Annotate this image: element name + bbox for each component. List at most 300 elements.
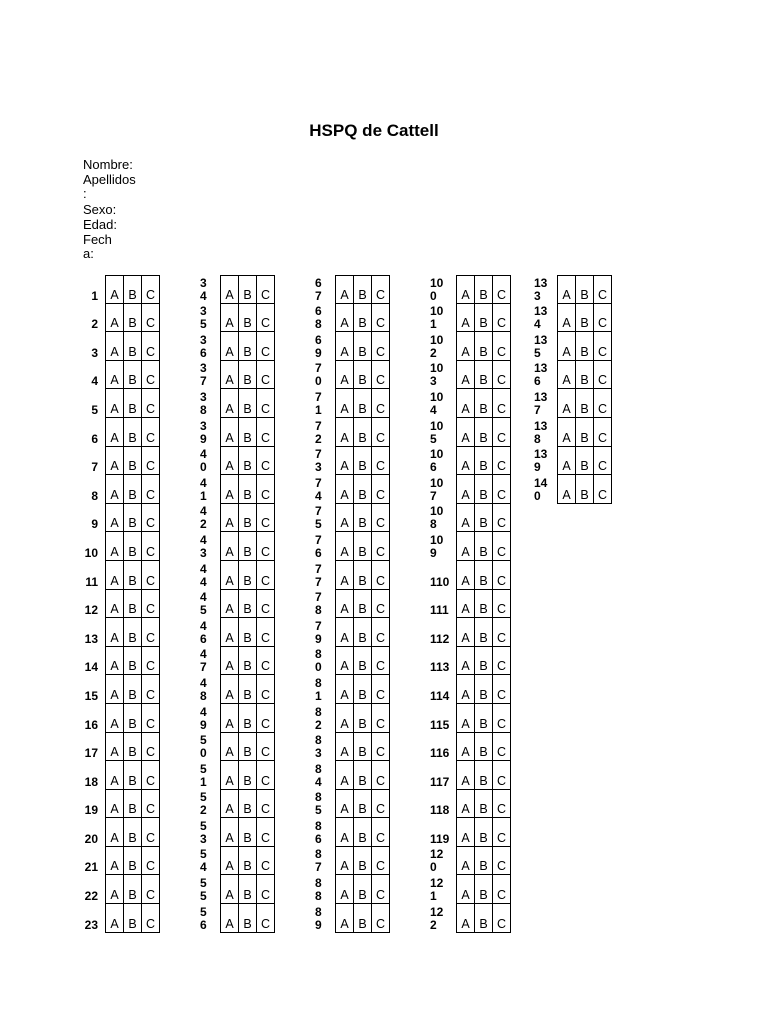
option-c-cell[interactable]: C bbox=[142, 561, 160, 590]
option-c-cell[interactable]: C bbox=[493, 847, 511, 876]
option-c-cell[interactable]: C bbox=[372, 561, 390, 590]
option-c-cell[interactable]: C bbox=[493, 675, 511, 704]
option-b-cell[interactable]: B bbox=[475, 904, 493, 933]
option-c-cell[interactable]: C bbox=[257, 275, 275, 304]
option-b-cell[interactable]: B bbox=[354, 389, 372, 418]
option-b-cell[interactable]: B bbox=[124, 561, 142, 590]
option-c-cell[interactable]: C bbox=[142, 904, 160, 933]
option-a-cell[interactable]: A bbox=[336, 790, 354, 819]
option-b-cell[interactable]: B bbox=[475, 275, 493, 304]
option-c-cell[interactable]: C bbox=[594, 418, 612, 447]
option-b-cell[interactable]: B bbox=[124, 647, 142, 676]
option-a-cell[interactable]: A bbox=[457, 532, 475, 561]
option-b-cell[interactable]: B bbox=[475, 647, 493, 676]
option-b-cell[interactable]: B bbox=[124, 275, 142, 304]
option-a-cell[interactable]: A bbox=[221, 475, 239, 504]
option-a-cell[interactable]: A bbox=[336, 761, 354, 790]
option-b-cell[interactable]: B bbox=[354, 304, 372, 333]
option-b-cell[interactable]: B bbox=[576, 361, 594, 390]
option-c-cell[interactable]: C bbox=[142, 818, 160, 847]
option-c-cell[interactable]: C bbox=[493, 590, 511, 619]
option-b-cell[interactable]: B bbox=[475, 733, 493, 762]
option-b-cell[interactable]: B bbox=[239, 504, 257, 533]
option-a-cell[interactable]: A bbox=[457, 647, 475, 676]
option-c-cell[interactable]: C bbox=[372, 675, 390, 704]
option-b-cell[interactable]: B bbox=[354, 733, 372, 762]
option-b-cell[interactable]: B bbox=[475, 418, 493, 447]
option-b-cell[interactable]: B bbox=[354, 790, 372, 819]
option-a-cell[interactable]: A bbox=[336, 447, 354, 476]
option-b-cell[interactable]: B bbox=[124, 761, 142, 790]
option-c-cell[interactable]: C bbox=[493, 332, 511, 361]
option-b-cell[interactable]: B bbox=[354, 647, 372, 676]
option-c-cell[interactable]: C bbox=[142, 847, 160, 876]
option-a-cell[interactable]: A bbox=[221, 761, 239, 790]
option-a-cell[interactable]: A bbox=[221, 561, 239, 590]
option-a-cell[interactable]: A bbox=[336, 904, 354, 933]
option-b-cell[interactable]: B bbox=[239, 647, 257, 676]
option-b-cell[interactable]: B bbox=[239, 675, 257, 704]
option-a-cell[interactable]: A bbox=[336, 647, 354, 676]
option-c-cell[interactable]: C bbox=[142, 733, 160, 762]
option-c-cell[interactable]: C bbox=[493, 504, 511, 533]
option-a-cell[interactable]: A bbox=[221, 504, 239, 533]
option-a-cell[interactable]: A bbox=[457, 904, 475, 933]
option-c-cell[interactable]: C bbox=[493, 647, 511, 676]
option-c-cell[interactable]: C bbox=[257, 904, 275, 933]
option-c-cell[interactable]: C bbox=[493, 361, 511, 390]
option-c-cell[interactable]: C bbox=[493, 418, 511, 447]
option-c-cell[interactable]: C bbox=[493, 875, 511, 904]
option-a-cell[interactable]: A bbox=[457, 447, 475, 476]
option-c-cell[interactable]: C bbox=[142, 332, 160, 361]
option-c-cell[interactable]: C bbox=[372, 275, 390, 304]
option-a-cell[interactable]: A bbox=[106, 875, 124, 904]
option-a-cell[interactable]: A bbox=[457, 875, 475, 904]
option-a-cell[interactable]: A bbox=[106, 447, 124, 476]
option-c-cell[interactable]: C bbox=[372, 647, 390, 676]
option-c-cell[interactable]: C bbox=[372, 761, 390, 790]
option-b-cell[interactable]: B bbox=[354, 675, 372, 704]
option-b-cell[interactable]: B bbox=[475, 618, 493, 647]
option-a-cell[interactable]: A bbox=[457, 475, 475, 504]
option-c-cell[interactable]: C bbox=[142, 504, 160, 533]
option-b-cell[interactable]: B bbox=[475, 332, 493, 361]
option-b-cell[interactable]: B bbox=[124, 447, 142, 476]
option-c-cell[interactable]: C bbox=[142, 447, 160, 476]
option-a-cell[interactable]: A bbox=[221, 532, 239, 561]
option-b-cell[interactable]: B bbox=[239, 590, 257, 619]
option-c-cell[interactable]: C bbox=[493, 532, 511, 561]
option-c-cell[interactable]: C bbox=[142, 275, 160, 304]
option-c-cell[interactable]: C bbox=[257, 304, 275, 333]
option-b-cell[interactable]: B bbox=[354, 475, 372, 504]
option-b-cell[interactable]: B bbox=[475, 704, 493, 733]
option-a-cell[interactable]: A bbox=[457, 590, 475, 619]
option-a-cell[interactable]: A bbox=[336, 475, 354, 504]
option-c-cell[interactable]: C bbox=[372, 332, 390, 361]
option-a-cell[interactable]: A bbox=[558, 418, 576, 447]
option-a-cell[interactable]: A bbox=[336, 818, 354, 847]
option-b-cell[interactable]: B bbox=[475, 361, 493, 390]
option-a-cell[interactable]: A bbox=[221, 790, 239, 819]
option-a-cell[interactable]: A bbox=[221, 875, 239, 904]
option-c-cell[interactable]: C bbox=[142, 418, 160, 447]
option-a-cell[interactable]: A bbox=[336, 418, 354, 447]
option-a-cell[interactable]: A bbox=[457, 304, 475, 333]
option-a-cell[interactable]: A bbox=[106, 790, 124, 819]
option-c-cell[interactable]: C bbox=[372, 590, 390, 619]
option-b-cell[interactable]: B bbox=[576, 275, 594, 304]
option-b-cell[interactable]: B bbox=[124, 675, 142, 704]
option-b-cell[interactable]: B bbox=[239, 389, 257, 418]
option-c-cell[interactable]: C bbox=[594, 332, 612, 361]
option-b-cell[interactable]: B bbox=[124, 504, 142, 533]
option-b-cell[interactable]: B bbox=[475, 475, 493, 504]
option-b-cell[interactable]: B bbox=[475, 761, 493, 790]
option-a-cell[interactable]: A bbox=[221, 332, 239, 361]
option-b-cell[interactable]: B bbox=[475, 304, 493, 333]
option-a-cell[interactable]: A bbox=[106, 904, 124, 933]
option-b-cell[interactable]: B bbox=[124, 704, 142, 733]
option-a-cell[interactable]: A bbox=[221, 818, 239, 847]
option-c-cell[interactable]: C bbox=[372, 790, 390, 819]
option-a-cell[interactable]: A bbox=[457, 704, 475, 733]
option-c-cell[interactable]: C bbox=[142, 532, 160, 561]
option-a-cell[interactable]: A bbox=[558, 304, 576, 333]
option-b-cell[interactable]: B bbox=[239, 704, 257, 733]
option-b-cell[interactable]: B bbox=[124, 875, 142, 904]
option-b-cell[interactable]: B bbox=[354, 532, 372, 561]
option-c-cell[interactable]: C bbox=[493, 761, 511, 790]
option-a-cell[interactable]: A bbox=[106, 418, 124, 447]
option-a-cell[interactable]: A bbox=[336, 304, 354, 333]
option-c-cell[interactable]: C bbox=[257, 561, 275, 590]
option-b-cell[interactable]: B bbox=[354, 761, 372, 790]
option-b-cell[interactable]: B bbox=[124, 818, 142, 847]
option-a-cell[interactable]: A bbox=[106, 389, 124, 418]
option-b-cell[interactable]: B bbox=[239, 332, 257, 361]
option-c-cell[interactable]: C bbox=[493, 790, 511, 819]
option-a-cell[interactable]: A bbox=[558, 475, 576, 504]
option-a-cell[interactable]: A bbox=[221, 847, 239, 876]
option-a-cell[interactable]: A bbox=[221, 275, 239, 304]
option-b-cell[interactable]: B bbox=[124, 332, 142, 361]
option-b-cell[interactable]: B bbox=[239, 561, 257, 590]
option-c-cell[interactable]: C bbox=[493, 704, 511, 733]
option-c-cell[interactable]: C bbox=[594, 275, 612, 304]
option-b-cell[interactable]: B bbox=[124, 475, 142, 504]
option-b-cell[interactable]: B bbox=[475, 389, 493, 418]
option-b-cell[interactable]: B bbox=[239, 618, 257, 647]
option-c-cell[interactable]: C bbox=[257, 361, 275, 390]
option-b-cell[interactable]: B bbox=[354, 904, 372, 933]
option-b-cell[interactable]: B bbox=[354, 447, 372, 476]
option-a-cell[interactable]: A bbox=[221, 590, 239, 619]
option-b-cell[interactable]: B bbox=[239, 790, 257, 819]
option-b-cell[interactable]: B bbox=[475, 504, 493, 533]
option-b-cell[interactable]: B bbox=[354, 590, 372, 619]
option-a-cell[interactable]: A bbox=[106, 847, 124, 876]
option-b-cell[interactable]: B bbox=[124, 618, 142, 647]
option-c-cell[interactable]: C bbox=[257, 332, 275, 361]
option-c-cell[interactable]: C bbox=[372, 475, 390, 504]
option-a-cell[interactable]: A bbox=[457, 818, 475, 847]
option-c-cell[interactable]: C bbox=[372, 447, 390, 476]
option-c-cell[interactable]: C bbox=[594, 361, 612, 390]
option-c-cell[interactable]: C bbox=[257, 504, 275, 533]
option-c-cell[interactable]: C bbox=[372, 704, 390, 733]
option-a-cell[interactable]: A bbox=[457, 561, 475, 590]
option-a-cell[interactable]: A bbox=[106, 590, 124, 619]
option-b-cell[interactable]: B bbox=[124, 847, 142, 876]
option-b-cell[interactable]: B bbox=[354, 361, 372, 390]
option-b-cell[interactable]: B bbox=[239, 904, 257, 933]
option-c-cell[interactable]: C bbox=[142, 761, 160, 790]
option-a-cell[interactable]: A bbox=[336, 590, 354, 619]
option-b-cell[interactable]: B bbox=[124, 904, 142, 933]
option-c-cell[interactable]: C bbox=[493, 733, 511, 762]
option-a-cell[interactable]: A bbox=[336, 504, 354, 533]
option-b-cell[interactable]: B bbox=[576, 389, 594, 418]
option-b-cell[interactable]: B bbox=[354, 332, 372, 361]
option-b-cell[interactable]: B bbox=[475, 675, 493, 704]
option-a-cell[interactable]: A bbox=[106, 675, 124, 704]
option-a-cell[interactable]: A bbox=[457, 847, 475, 876]
option-a-cell[interactable]: A bbox=[221, 904, 239, 933]
option-c-cell[interactable]: C bbox=[142, 389, 160, 418]
option-c-cell[interactable]: C bbox=[257, 389, 275, 418]
option-c-cell[interactable]: C bbox=[142, 304, 160, 333]
option-b-cell[interactable]: B bbox=[239, 275, 257, 304]
option-a-cell[interactable]: A bbox=[106, 761, 124, 790]
option-b-cell[interactable]: B bbox=[239, 447, 257, 476]
option-c-cell[interactable]: C bbox=[594, 304, 612, 333]
option-b-cell[interactable]: B bbox=[354, 275, 372, 304]
option-b-cell[interactable]: B bbox=[354, 847, 372, 876]
option-b-cell[interactable]: B bbox=[124, 532, 142, 561]
option-a-cell[interactable]: A bbox=[221, 618, 239, 647]
option-b-cell[interactable]: B bbox=[354, 618, 372, 647]
option-b-cell[interactable]: B bbox=[475, 532, 493, 561]
option-c-cell[interactable]: C bbox=[372, 733, 390, 762]
option-c-cell[interactable]: C bbox=[257, 761, 275, 790]
option-b-cell[interactable]: B bbox=[576, 332, 594, 361]
option-b-cell[interactable]: B bbox=[239, 818, 257, 847]
option-a-cell[interactable]: A bbox=[221, 418, 239, 447]
option-b-cell[interactable]: B bbox=[576, 418, 594, 447]
option-a-cell[interactable]: A bbox=[221, 447, 239, 476]
option-a-cell[interactable]: A bbox=[106, 532, 124, 561]
option-b-cell[interactable]: B bbox=[239, 761, 257, 790]
option-a-cell[interactable]: A bbox=[221, 361, 239, 390]
option-a-cell[interactable]: A bbox=[221, 389, 239, 418]
option-b-cell[interactable]: B bbox=[354, 561, 372, 590]
option-b-cell[interactable]: B bbox=[124, 790, 142, 819]
option-a-cell[interactable]: A bbox=[457, 761, 475, 790]
option-b-cell[interactable]: B bbox=[239, 361, 257, 390]
option-c-cell[interactable]: C bbox=[372, 618, 390, 647]
option-b-cell[interactable]: B bbox=[124, 733, 142, 762]
option-c-cell[interactable]: C bbox=[594, 475, 612, 504]
option-b-cell[interactable]: B bbox=[354, 704, 372, 733]
option-b-cell[interactable]: B bbox=[576, 475, 594, 504]
option-b-cell[interactable]: B bbox=[475, 847, 493, 876]
option-b-cell[interactable]: B bbox=[475, 818, 493, 847]
option-c-cell[interactable]: C bbox=[372, 818, 390, 847]
option-c-cell[interactable]: C bbox=[493, 275, 511, 304]
option-c-cell[interactable]: C bbox=[142, 475, 160, 504]
option-b-cell[interactable]: B bbox=[475, 790, 493, 819]
option-b-cell[interactable]: B bbox=[475, 590, 493, 619]
option-a-cell[interactable]: A bbox=[221, 675, 239, 704]
option-c-cell[interactable]: C bbox=[257, 847, 275, 876]
option-c-cell[interactable]: C bbox=[257, 733, 275, 762]
option-c-cell[interactable]: C bbox=[372, 389, 390, 418]
option-b-cell[interactable]: B bbox=[576, 447, 594, 476]
option-b-cell[interactable]: B bbox=[124, 590, 142, 619]
option-c-cell[interactable]: C bbox=[257, 704, 275, 733]
option-a-cell[interactable]: A bbox=[457, 418, 475, 447]
option-a-cell[interactable]: A bbox=[106, 818, 124, 847]
option-c-cell[interactable]: C bbox=[372, 847, 390, 876]
option-c-cell[interactable]: C bbox=[142, 618, 160, 647]
option-c-cell[interactable]: C bbox=[257, 618, 275, 647]
option-c-cell[interactable]: C bbox=[257, 418, 275, 447]
option-c-cell[interactable]: C bbox=[493, 475, 511, 504]
option-a-cell[interactable]: A bbox=[106, 647, 124, 676]
option-b-cell[interactable]: B bbox=[475, 447, 493, 476]
option-c-cell[interactable]: C bbox=[142, 704, 160, 733]
option-a-cell[interactable]: A bbox=[106, 561, 124, 590]
option-a-cell[interactable]: A bbox=[106, 332, 124, 361]
option-c-cell[interactable]: C bbox=[257, 790, 275, 819]
option-c-cell[interactable]: C bbox=[142, 875, 160, 904]
option-c-cell[interactable]: C bbox=[142, 647, 160, 676]
option-c-cell[interactable]: C bbox=[257, 675, 275, 704]
option-a-cell[interactable]: A bbox=[457, 275, 475, 304]
option-a-cell[interactable]: A bbox=[106, 618, 124, 647]
option-a-cell[interactable]: A bbox=[221, 304, 239, 333]
option-c-cell[interactable]: C bbox=[493, 304, 511, 333]
option-c-cell[interactable]: C bbox=[257, 590, 275, 619]
option-a-cell[interactable]: A bbox=[106, 704, 124, 733]
option-c-cell[interactable]: C bbox=[142, 361, 160, 390]
option-c-cell[interactable]: C bbox=[257, 647, 275, 676]
option-b-cell[interactable]: B bbox=[354, 875, 372, 904]
option-c-cell[interactable]: C bbox=[257, 532, 275, 561]
option-a-cell[interactable]: A bbox=[336, 532, 354, 561]
option-c-cell[interactable]: C bbox=[372, 361, 390, 390]
option-b-cell[interactable]: B bbox=[475, 875, 493, 904]
option-a-cell[interactable]: A bbox=[336, 733, 354, 762]
option-b-cell[interactable]: B bbox=[354, 418, 372, 447]
option-a-cell[interactable]: A bbox=[336, 875, 354, 904]
option-b-cell[interactable]: B bbox=[124, 304, 142, 333]
option-c-cell[interactable]: C bbox=[142, 590, 160, 619]
option-c-cell[interactable]: C bbox=[594, 389, 612, 418]
option-c-cell[interactable]: C bbox=[594, 447, 612, 476]
option-c-cell[interactable]: C bbox=[257, 475, 275, 504]
option-a-cell[interactable]: A bbox=[457, 675, 475, 704]
option-a-cell[interactable]: A bbox=[336, 561, 354, 590]
option-c-cell[interactable]: C bbox=[493, 561, 511, 590]
option-b-cell[interactable]: B bbox=[239, 532, 257, 561]
option-a-cell[interactable]: A bbox=[457, 733, 475, 762]
option-b-cell[interactable]: B bbox=[124, 361, 142, 390]
option-a-cell[interactable]: A bbox=[106, 275, 124, 304]
option-b-cell[interactable]: B bbox=[239, 875, 257, 904]
option-c-cell[interactable]: C bbox=[493, 618, 511, 647]
option-a-cell[interactable]: A bbox=[336, 389, 354, 418]
option-b-cell[interactable]: B bbox=[239, 733, 257, 762]
option-a-cell[interactable]: A bbox=[106, 475, 124, 504]
option-a-cell[interactable]: A bbox=[336, 847, 354, 876]
option-c-cell[interactable]: C bbox=[493, 389, 511, 418]
option-a-cell[interactable]: A bbox=[457, 332, 475, 361]
option-a-cell[interactable]: A bbox=[457, 504, 475, 533]
option-a-cell[interactable]: A bbox=[336, 618, 354, 647]
option-b-cell[interactable]: B bbox=[124, 418, 142, 447]
option-a-cell[interactable]: A bbox=[336, 704, 354, 733]
option-a-cell[interactable]: A bbox=[457, 361, 475, 390]
option-b-cell[interactable]: B bbox=[239, 847, 257, 876]
option-a-cell[interactable]: A bbox=[221, 704, 239, 733]
option-c-cell[interactable]: C bbox=[493, 818, 511, 847]
option-a-cell[interactable]: A bbox=[457, 618, 475, 647]
option-a-cell[interactable]: A bbox=[558, 389, 576, 418]
option-c-cell[interactable]: C bbox=[493, 447, 511, 476]
option-b-cell[interactable]: B bbox=[576, 304, 594, 333]
option-c-cell[interactable]: C bbox=[142, 790, 160, 819]
option-b-cell[interactable]: B bbox=[475, 561, 493, 590]
option-b-cell[interactable]: B bbox=[354, 504, 372, 533]
option-a-cell[interactable]: A bbox=[558, 447, 576, 476]
option-b-cell[interactable]: B bbox=[239, 418, 257, 447]
option-a-cell[interactable]: A bbox=[106, 304, 124, 333]
option-c-cell[interactable]: C bbox=[372, 304, 390, 333]
option-b-cell[interactable]: B bbox=[239, 475, 257, 504]
option-a-cell[interactable]: A bbox=[336, 675, 354, 704]
option-b-cell[interactable]: B bbox=[354, 818, 372, 847]
option-a-cell[interactable]: A bbox=[106, 361, 124, 390]
option-c-cell[interactable]: C bbox=[142, 675, 160, 704]
option-a-cell[interactable]: A bbox=[558, 275, 576, 304]
option-c-cell[interactable]: C bbox=[372, 532, 390, 561]
option-b-cell[interactable]: B bbox=[239, 304, 257, 333]
option-a-cell[interactable]: A bbox=[221, 647, 239, 676]
option-b-cell[interactable]: B bbox=[124, 389, 142, 418]
option-a-cell[interactable]: A bbox=[336, 275, 354, 304]
option-a-cell[interactable]: A bbox=[558, 332, 576, 361]
option-a-cell[interactable]: A bbox=[106, 733, 124, 762]
option-a-cell[interactable]: A bbox=[457, 790, 475, 819]
option-a-cell[interactable]: A bbox=[336, 332, 354, 361]
option-a-cell[interactable]: A bbox=[457, 389, 475, 418]
option-c-cell[interactable]: C bbox=[372, 418, 390, 447]
option-a-cell[interactable]: A bbox=[106, 504, 124, 533]
option-c-cell[interactable]: C bbox=[372, 904, 390, 933]
option-c-cell[interactable]: C bbox=[493, 904, 511, 933]
option-a-cell[interactable]: A bbox=[558, 361, 576, 390]
option-a-cell[interactable]: A bbox=[336, 361, 354, 390]
option-c-cell[interactable]: C bbox=[257, 875, 275, 904]
option-c-cell[interactable]: C bbox=[257, 447, 275, 476]
option-c-cell[interactable]: C bbox=[372, 504, 390, 533]
option-c-cell[interactable]: C bbox=[257, 818, 275, 847]
option-c-cell[interactable]: C bbox=[372, 875, 390, 904]
option-a-cell[interactable]: A bbox=[221, 733, 239, 762]
